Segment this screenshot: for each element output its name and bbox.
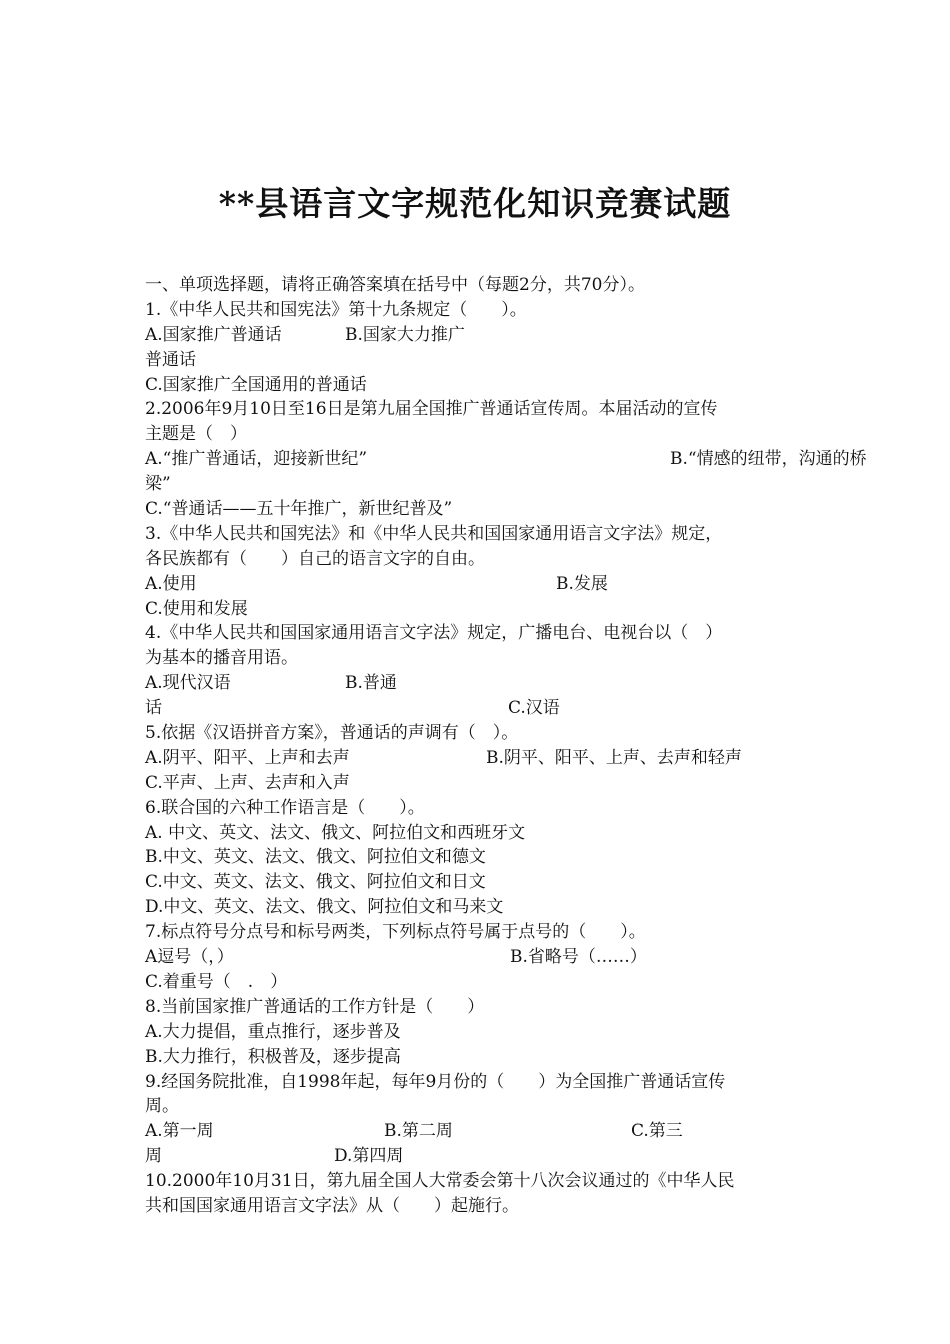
document-line xyxy=(145,1194,810,1219)
line-text: 各民族都有（ ）自己的语言文字的自由。 xyxy=(145,548,485,569)
line-segment: B.普通 xyxy=(345,673,397,694)
document-line xyxy=(145,1094,810,1119)
document-line xyxy=(145,547,810,572)
document-title: **县语言文字规范化知识竞赛试题 xyxy=(218,184,732,223)
line-segment: B.阴平、阳平、上声、去声和轻声 xyxy=(486,747,742,768)
line-segment: B.第二周 xyxy=(384,1121,453,1142)
document-line xyxy=(145,821,810,846)
line-text: C.“普通话——五十年推广，新世纪普及” xyxy=(145,499,453,520)
line-segment: A.现代汉语 xyxy=(145,673,231,694)
line-text: B.大力推行，积极普及，逐步提高 xyxy=(145,1046,401,1067)
line-segment: A.第一周 xyxy=(145,1121,214,1142)
document-line xyxy=(145,1169,810,1194)
line-text: 8.当前国家推广普通话的工作方针是（ ） xyxy=(145,996,485,1017)
line-text: 主题是（ ） xyxy=(145,424,247,445)
line-text: 梁” xyxy=(145,474,171,495)
document-line xyxy=(145,1119,810,1144)
line-text: 周。 xyxy=(145,1096,179,1117)
document-line xyxy=(145,796,810,821)
line-text: 2.2006年9月10日至16日是第九届全国推广普通话宣传周。本届活动的宣传 xyxy=(145,399,718,420)
line-text: 共和国国家通用语言文字法》从（ ）起施行。 xyxy=(145,1195,519,1216)
line-text: C.平声、上声、去声和入声 xyxy=(145,772,350,793)
line-text: B.中文、英文、法文、俄文、阿拉伯文和德文 xyxy=(145,847,486,868)
line-segment: D.第四周 xyxy=(334,1146,404,1167)
line-segment: A.国家推广普通话 xyxy=(145,324,282,345)
line-segment: B.省略号（……） xyxy=(510,947,647,968)
line-text: 5.依据《汉语拼音方案》，普通话的声调有（ ）。 xyxy=(145,723,519,744)
document-line xyxy=(145,845,810,870)
line-text: 7.标点符号分点号和标号两类，下列标点符号属于点号的（ ）。 xyxy=(145,922,646,943)
section-heading-text: 一、单项选择题，请将正确答案填在括号中（每题2分，共70分）。 xyxy=(145,275,645,295)
document-line xyxy=(145,397,810,422)
line-segment: A.阴平、阳平、上声和去声 xyxy=(145,747,350,768)
line-segment: C.第三 xyxy=(631,1121,683,1142)
line-segment: B.发展 xyxy=(556,573,608,594)
line-text: 3.《中华人民共和国宪法》和《中华人民共和国国家通用语言文字法》规定， xyxy=(145,523,723,544)
line-text: C.中文、英文、法文、俄文、阿拉伯文和日文 xyxy=(145,872,486,893)
document-line xyxy=(145,323,810,348)
document-line xyxy=(145,771,810,796)
document-line xyxy=(145,646,810,671)
section-heading xyxy=(145,273,810,298)
document-line xyxy=(145,597,810,622)
line-text: 为基本的播音用语。 xyxy=(145,648,298,669)
document-line xyxy=(145,746,810,771)
document-line xyxy=(145,721,810,746)
document-line xyxy=(145,1144,810,1169)
line-text: 4.《中华人民共和国国家通用语言文字法》规定，广播电台、电视台以（ ） xyxy=(145,623,723,644)
document-line xyxy=(145,572,810,597)
document-line xyxy=(145,970,810,995)
line-segment: 话 xyxy=(145,698,162,719)
document-line xyxy=(145,895,810,920)
document-line xyxy=(145,497,810,522)
line-text: C.着重号（ . ） xyxy=(145,971,288,992)
document-line xyxy=(145,373,810,398)
line-text: A. 中文、英文、法文、俄文、阿拉伯文和西班牙文 xyxy=(145,822,526,843)
line-text: C.使用和发展 xyxy=(145,598,248,619)
line-text: 6.联合国的六种工作语言是（ ）。 xyxy=(145,797,425,818)
line-text: 1.《中华人民共和国宪法》第十九条规定（ ）。 xyxy=(145,299,527,320)
document-line xyxy=(145,696,810,721)
line-segment: A.使用 xyxy=(145,573,197,594)
document-line xyxy=(145,945,810,970)
document-line xyxy=(145,621,810,646)
document-line xyxy=(145,298,810,323)
line-segment: B.“情感的纽带，沟通的桥 xyxy=(670,449,867,470)
line-text: 10.2000年10月31日，第九届全国人大常委会第十八次会议通过的《中华人民 xyxy=(145,1171,735,1192)
line-segment: A逗号（，） xyxy=(145,947,234,968)
document-line xyxy=(145,870,810,895)
document-line xyxy=(145,995,810,1020)
document-line xyxy=(145,1070,810,1095)
document-line xyxy=(145,1020,810,1045)
document-line xyxy=(145,1045,810,1070)
line-segment: A.“推广普通话，迎接新世纪” xyxy=(145,449,368,470)
line-text: 普通话 xyxy=(145,349,196,370)
line-text: 9.经国务院批准，自1998年起，每年9月份的（ ）为全国推广普通话宣传 xyxy=(145,1071,726,1092)
document-line xyxy=(145,671,810,696)
document-line xyxy=(145,920,810,945)
line-text: D.中文、英文、法文、俄文、阿拉伯文和马来文 xyxy=(145,897,504,918)
document-line xyxy=(145,422,810,447)
line-segment: B.国家大力推广 xyxy=(345,324,465,345)
line-text: A.大力提倡，重点推行，逐步普及 xyxy=(145,1021,401,1042)
document-line xyxy=(145,522,810,547)
line-segment: 周 xyxy=(145,1146,162,1167)
line-segment: C.汉语 xyxy=(508,698,560,719)
document-line xyxy=(145,348,810,373)
line-text: C.国家推广全国通用的普通话 xyxy=(145,374,367,395)
document-line xyxy=(145,447,867,472)
document-line xyxy=(145,472,810,497)
question-content xyxy=(145,273,867,1219)
